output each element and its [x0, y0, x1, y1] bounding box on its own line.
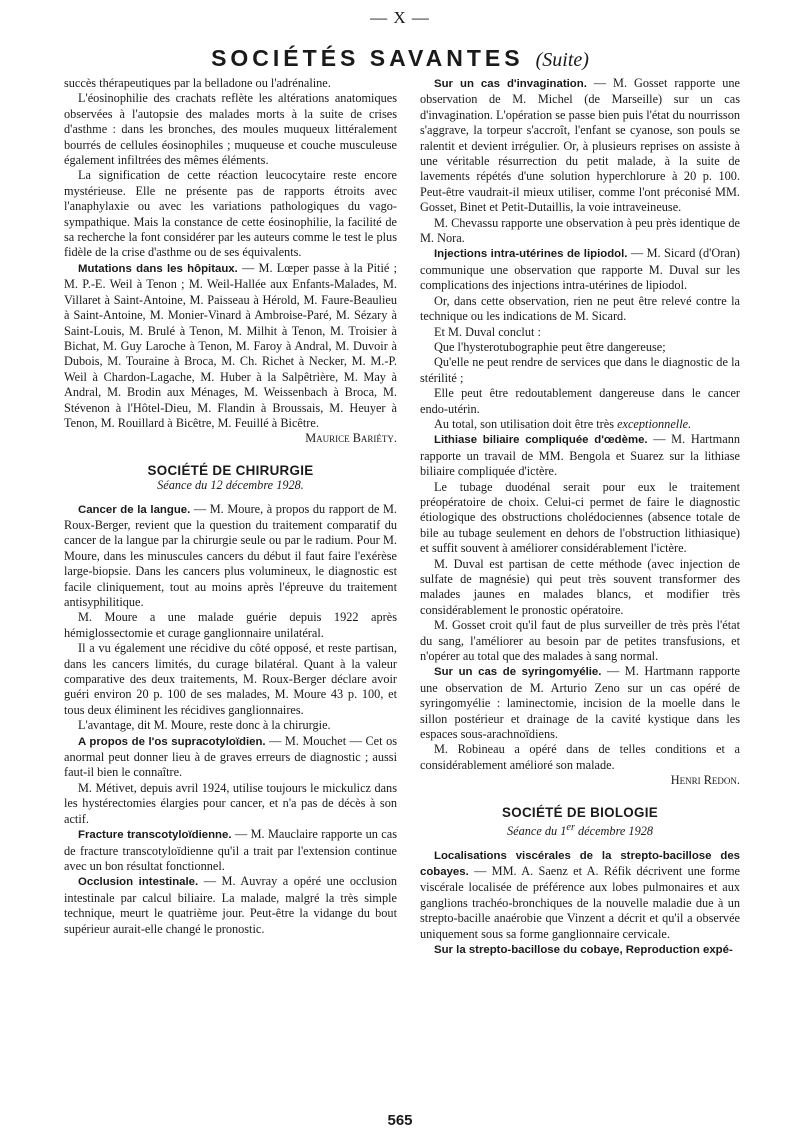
run-in-heading: Sur la strepto-bacillose du cobaye, Reproduction expé-: [434, 944, 733, 957]
session-date-text: décembre 1928: [574, 824, 654, 839]
paragraph-text: — M. Mauclaire rapporte un cas de fracture transcotyloïdienne qu'il a trait par l'extension continue avec un bon résultat fonctionnel.: [64, 827, 397, 873]
run-in-heading: Lithiase biliaire compliquée d'œdème.: [434, 434, 648, 447]
paragraph: M. Duval est partisan de cette méthode (avec injection de sulfate de magnésie) qui peut très souvent transformer des malades jaunes en malades blancs, et modifier très considérablement le pronostic opératoire.: [420, 556, 740, 617]
run-in-heading: Cancer de la langue.: [78, 503, 191, 516]
session-date: Séance du 12 décembre 1928.: [157, 478, 304, 493]
paragraph-text: Au total, son utilisation doit être très: [434, 416, 618, 431]
paragraph: [420, 432, 740, 479]
paragraph-text: — M. Gosset rapporte une observation de M. Michel (de Marseille) sur un cas d'invagination. L'opération se passe bien puis l'état du nourrisson s'aggrave, la torpeur s'accroît, l'enfant se cyanose, son pouls se ralentit et devient irrégulier. Or, à plusieurs reprises on assiste à une véritable résurrection du petit malade, à la suite de lavements répétés d'une solution hyperchlorure à 20 p. 100. Peut-être vaudrait-il mieux utiliser, comme l'ont préconisé MM. Gosset, Binet et Petit-Dutaillis, la voie intraveineuse.: [420, 76, 740, 215]
run-in-heading: A propos de l'os supracotyloïdien.: [78, 735, 266, 748]
paragraph: [420, 942, 740, 958]
folio: 565: [387, 1112, 413, 1129]
paragraph: [420, 246, 740, 293]
paragraph: Or, dans cette observation, rien ne peut être relevé contre la technique ou les indications de M. Sicard.: [420, 293, 740, 324]
header-title: SOCIÉTÉS SAVANTES: [211, 45, 524, 71]
paragraph: [420, 848, 740, 942]
paragraph: [64, 502, 397, 611]
paragraph: L'éosinophilie des crachats reflète les altérations anatomiques observées à l'autopsie des malades morts à la suite de crises d'asthme : dans les bronches, des moules muqueux littéralement bourrés de cellules éosinophiles ; muqueuse et couche musculeuse également infiltrées des mêmes éléments.: [64, 91, 397, 168]
page-number: — X —: [370, 8, 430, 27]
paragraph: Que l'hysterotubographie peut être dangereuse;: [434, 339, 666, 354]
paragraph-text: — M. Hartmann rapporte un travail de MM. Bengola et Suarez sur la lithiase biliaire compliquée d'ictère.: [420, 432, 740, 479]
paragraph: [64, 874, 397, 937]
paragraph: [64, 734, 397, 781]
run-in-heading: Fracture transcotyloïdienne.: [78, 829, 232, 842]
paragraph: succès thérapeutiques par la belladone ou l'adrénaline.: [64, 76, 331, 90]
paragraph: Le tubage duodénal serait pour eux le traitement préopératoire de choix. Celui-ci permet de faire le diagnostic étiologique des obstructions cholédociennes (absence totale de bile au tubage seulement en dehors de l'obstruction lithiasique) et suffit souvent à améliorer considérablement l'ictère.: [420, 479, 740, 556]
author-signature: Henri Redon.: [670, 773, 740, 788]
paragraph-text: — M. Sicard (d'Oran) communique une observation que rapporte M. Duval sur les complications des injections intra-utérines de lipiodol.: [420, 246, 740, 293]
run-in-heading: Injections intra-utérines de lipiodol.: [434, 248, 628, 261]
paragraph: Elle peut être redoutablement dangereuse dans le cancer endo-utérin.: [420, 386, 740, 416]
run-in-heading: Mutations dans les hôpitaux.: [78, 262, 238, 275]
paragraph: [420, 417, 740, 432]
paragraph-text: — MM. A. Saenz et A. Réfik décrivent une forme viscérale localisée de préférence aux lobes pulmonaires et aux ganglions trachéo-bronchiques de la nouvelle maladie due à un strepto-bacille anaérobie que Vinzent a décrit et qu'il a observée uniquement sous sa forme ganglionnaire cervicale.: [420, 864, 740, 941]
paragraph: [64, 827, 397, 874]
session-date-superscript: er: [566, 822, 575, 834]
run-in-heading: Sur un cas de syringomyélie.: [434, 666, 602, 679]
paragraph-text: — M. Mouchet — Cet os anormal peut donner lieu à de graves erreurs de diagnostic ; aussi faut-il bien le connaître.: [64, 733, 397, 780]
paragraph: L'avantage, dit M. Moure, reste donc à la chirurgie.: [78, 718, 331, 733]
left-column: [64, 76, 397, 937]
paragraph-text: — M. Auvray a opéré une occlusion intestinale par calcul biliaire. La malade, malgré la très simple technique, meurt le quatrième jour. Peut-être la vidange du bout supérieur aurait-elle changé le pronostic.: [64, 874, 397, 936]
paragraph-text: — M. Hartmann rapporte une observation de M. Arturio Zeno sur un cas opéré de syringomyélie : laminectomie, incision de la moelle dans le sillon postérieur et drainage de la cavité kystique dans les espaces sous-arachnoïdiens.: [420, 664, 740, 742]
paragraph: M. Gosset croit qu'il faut de plus surveiller de très près l'état du sang, l'améliorer au besoin par de petites transfusions, et n'opérer au total que des malades à sang normal.: [420, 618, 740, 664]
paragraph: M. Robineau a opéré dans de telles conditions et a considérablement amélioré son malade.: [420, 742, 740, 772]
author-signature: Maurice Bariéty.: [305, 431, 397, 446]
paragraph: M. Métivet, depuis avril 1924, utilise toujours le mickulicz dans les hystérectomies élargies pour cancer, et n'a pas de décès à son actif.: [64, 780, 397, 826]
right-column: [420, 76, 740, 958]
page-header: [0, 45, 800, 72]
paragraph: M. Chevassu rapporte une observation à peu près identique de M. Nora.: [420, 215, 740, 246]
paragraph: Et M. Duval conclut :: [434, 324, 541, 339]
paragraph-text: — M. Lœper passe à la Pitié ; M. P.-E. Weil à Tenon ; M. Weil-Hallée aux Enfants-Malades, M. Villaret à Saint-Antoine, M. Paisseau à Hérold, M. Faure-Beaulieu à Saint-Antoine, M. Monier-Vinard à Ambroise-Paré, M. Sézary à Saint-Louis, M. Brulé à Tenon, M. Milhit à Tenon, M. Troisier à Bichat, M. Guy Laroche à Tenon, M. Faroy à Andral, M. Duvoir à Dubois, M. Touraine à Broca, M. Ch. Richet à Necker, M. M.-P. Weil à Chardon-Lagache, M. Huber à la Salpêtrière, M. May à Andral, M. Brodin aux Ménages, M. Weissenbach à Broca, M. Stévenon à l'Hôtel-Dieu, M. Flandin à Broussais, M. Heuyer à Tenon, M. Rouillard à Bicêtre, M. Feuillé à Bicêtre.: [64, 260, 397, 430]
paragraph: Il a vu également une récidive du côté opposé, et reste partisan, dans les cancers limités, du curage bilatéral. Quant à la valeur comparative des deux traitements, M. Roux-Berger déclare avoir guéri environ 20 p. 100 de ses malades, M. Moure 43 p. 100, et tous deux éliminent les récidives ganglionnaires.: [64, 641, 397, 717]
paragraph-text: — M. Moure, à propos du rapport de M. Roux-Berger, revient que la question du traitement comparatif du cancer de la langue par la chirurgie seule ou par le radium. Pour M. Moure, dans les minuscules cancers du début il faut faire l'exérèse large-biopsie. Dans les cancers plus volumineux, le diagnostic est facile cliniquement, tout au moins après l'épreuve du traitement antisyphilitique.: [64, 501, 398, 609]
session-date-text: Séance du 1: [506, 824, 567, 839]
run-in-heading: Sur un cas d'invagination.: [434, 78, 587, 90]
run-in-heading: Localisations viscérales de la strepto-bacillose des cobayes.: [420, 849, 740, 878]
section-title: SOCIÉTÉ DE BIOLOGIE: [502, 804, 658, 820]
paragraph: [420, 664, 740, 742]
section-title: SOCIÉTÉ DE CHIRURGIE: [147, 462, 314, 478]
emphasis: exceptionnelle.: [617, 416, 692, 431]
paragraph: M. Moure a une malade guérie depuis 1922 après hémiglossectomie et curage ganglionnaire unilatéral.: [64, 610, 397, 640]
paragraph: [420, 76, 740, 216]
header-suite: (Suite): [535, 49, 589, 71]
paragraph: Qu'elle ne peut rendre de services que dans le diagnostic de la stérilité ;: [420, 355, 740, 385]
run-in-heading: Occlusion intestinale.: [78, 876, 199, 889]
session-date: [420, 820, 740, 840]
paragraph: La signification de cette réaction leucocytaire reste encore mystérieuse. Elle ne présente pas de rapports étroits avec l'anaphylaxie ou avec les variations pathologiques du vago-sympathique. Mais la constance de cette éosinophilie, la facilité de sa recherche la font considérer par les auteurs comme le test le plus fidèle de la crise d'asthme ou de ses équivalents.: [64, 168, 397, 260]
paragraph: [64, 261, 397, 431]
